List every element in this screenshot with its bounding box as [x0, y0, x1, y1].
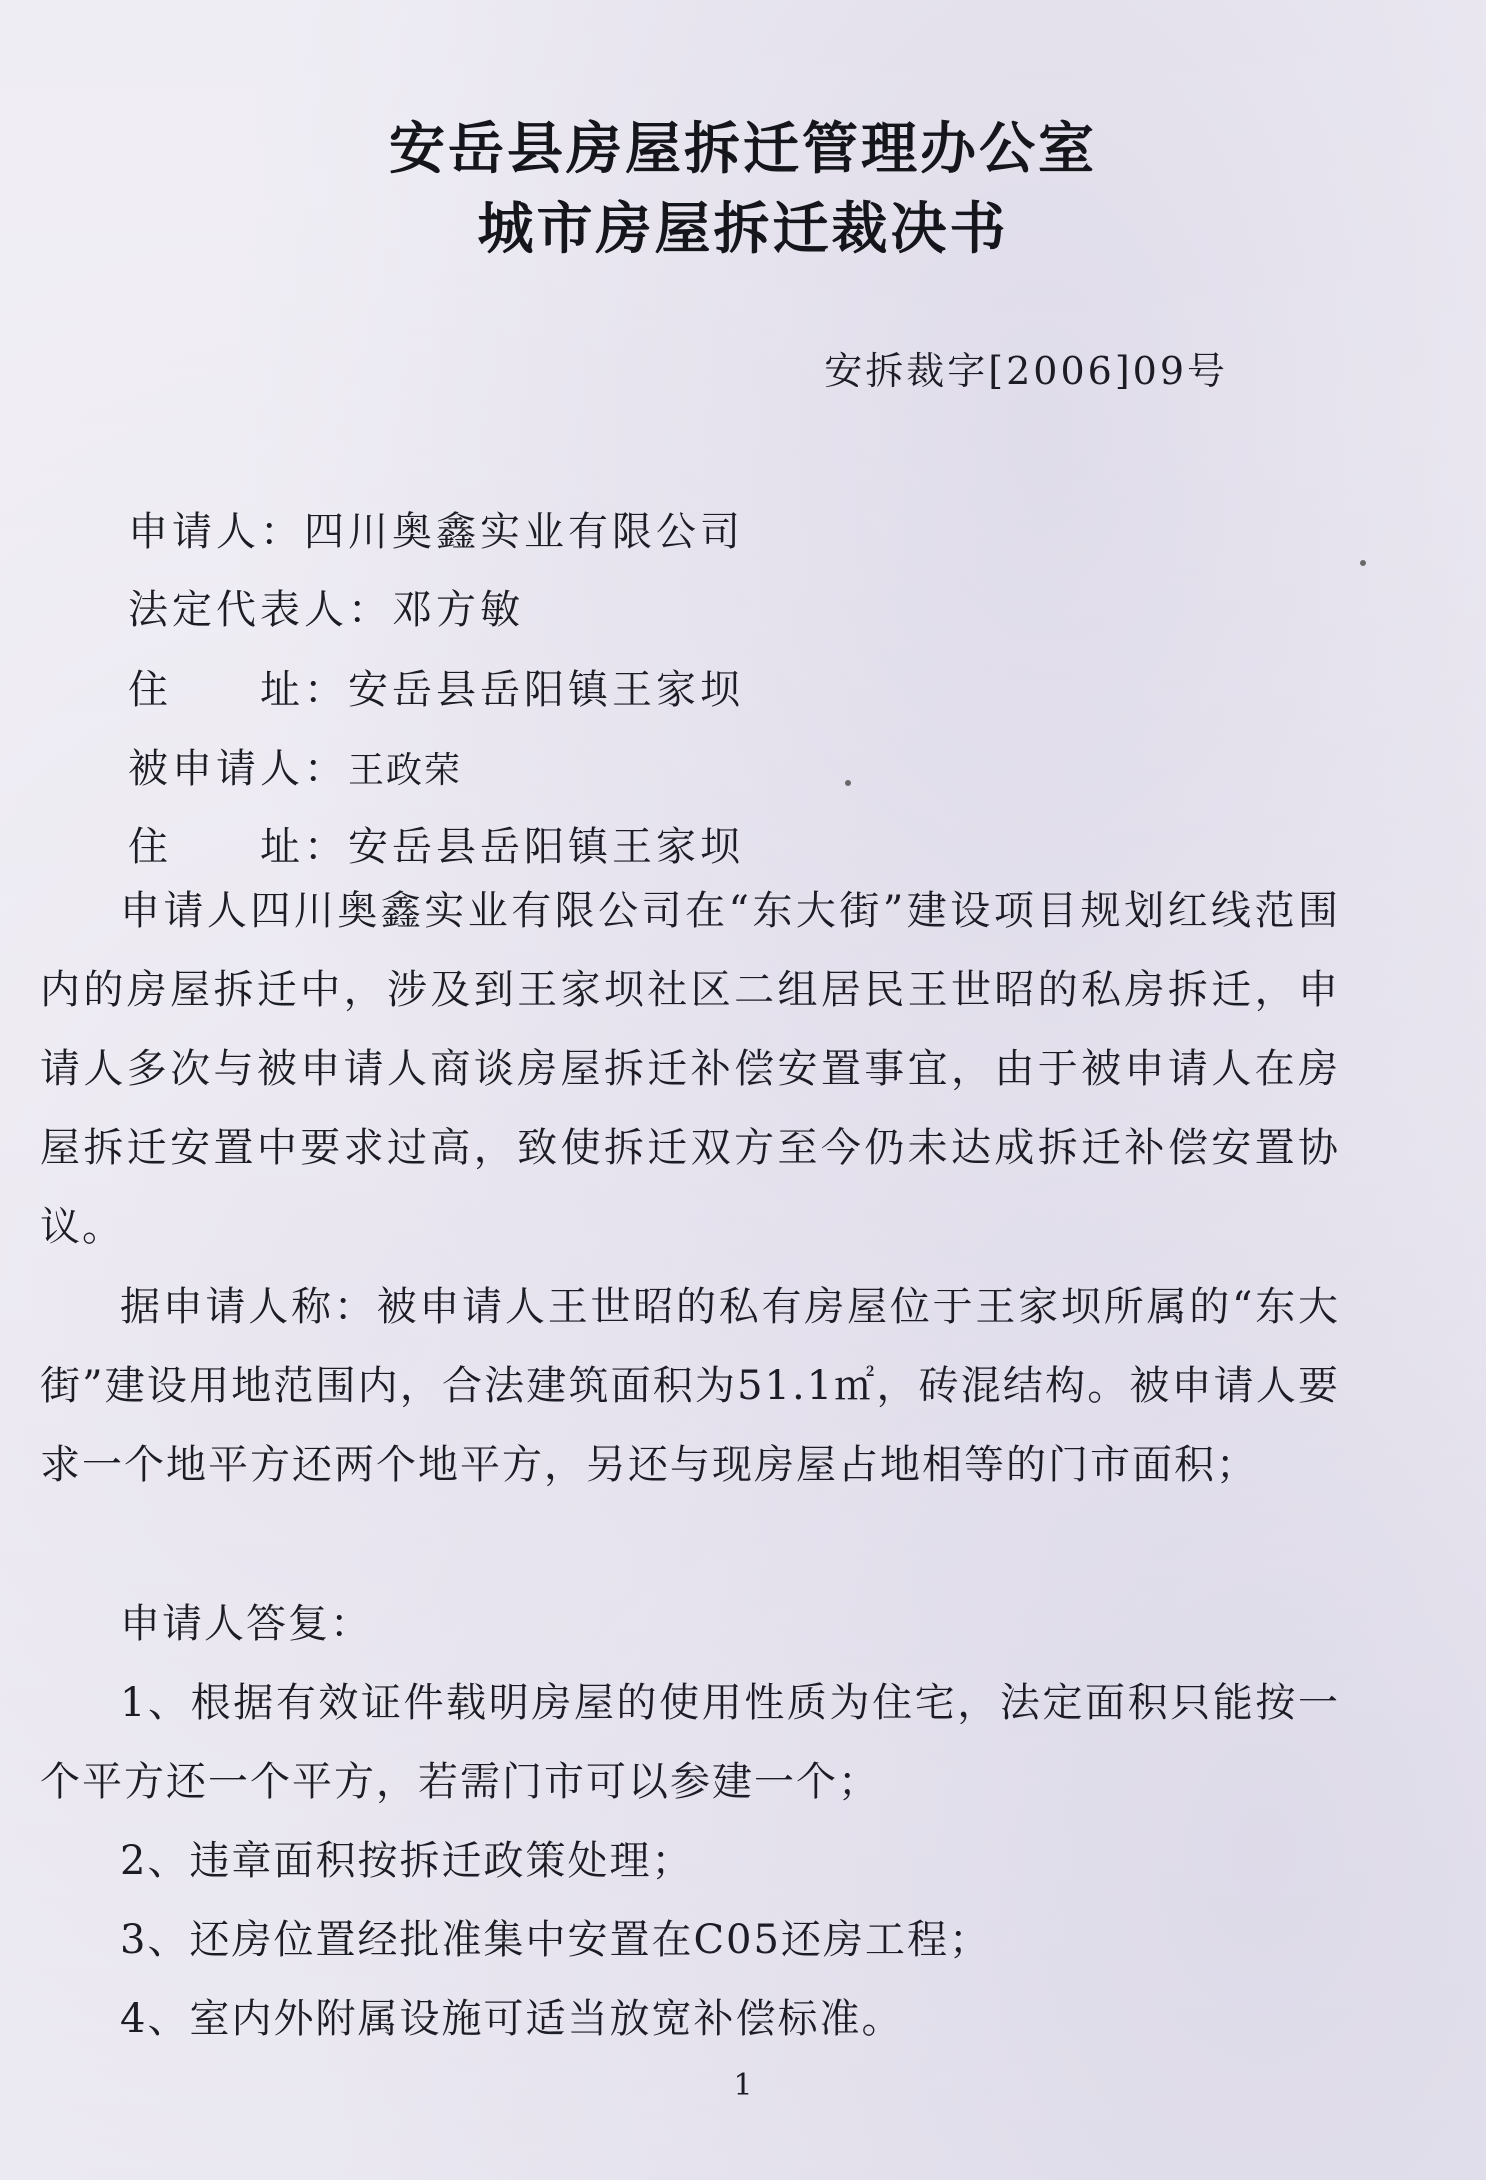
applicant-field — [128, 500, 744, 557]
document-number: 安拆裁字[2006]09号 — [824, 349, 1228, 393]
respondent-address-value: 安岳县岳阳镇王家坝 — [348, 824, 744, 870]
reply-item-2 — [40, 1822, 1340, 1901]
document-title-line2: 城市房屋拆迁裁决书 — [477, 196, 1009, 262]
legal-representative-label: 法定代表人： — [128, 587, 392, 633]
paragraph-text: 据申请人称：被申请人王世昭的私有房屋位于王家坝所属的“东大街”建设用地范围内，合法建筑面积为51.1㎡，砖混结构。被申请人要求一个地平方还两个地平方，另还与现房屋占地相等的门市面积； — [40, 1284, 1340, 1488]
respondent-address-field — [128, 815, 744, 872]
list-item-text: 2、违章面积按拆迁政策处理； — [120, 1838, 694, 1884]
legal-representative-field — [128, 578, 524, 635]
page-number: 1 — [733, 2068, 753, 2103]
respondent-field — [128, 737, 462, 794]
paragraph-applicant-reply-heading — [40, 1585, 1340, 1664]
respondent-value: 王政荣 — [348, 750, 463, 791]
respondent-label: 被申请人： — [128, 746, 348, 792]
scan-speck — [845, 780, 851, 786]
paragraph-text: 申请人答复： — [120, 1601, 372, 1647]
list-item-text: 4、室内外附属设施可适当放宽补偿标准。 — [120, 1996, 904, 2042]
scan-speck — [1360, 560, 1366, 566]
applicant-address-field — [128, 658, 744, 715]
list-item-text: 3、还房位置经批准集中安置在C05还房工程； — [120, 1917, 991, 1963]
applicant-address-label: 住 址： — [128, 667, 348, 713]
applicant-value: 四川奥鑫实业有限公司 — [304, 509, 744, 555]
legal-representative-value: 邓方敏 — [392, 587, 524, 633]
applicant-label: 申请人： — [128, 509, 304, 555]
respondent-address-label: 住 址： — [128, 824, 348, 870]
applicant-address-value: 安岳县岳阳镇王家坝 — [348, 667, 744, 713]
list-item-text: 1、根据有效证件载明房屋的使用性质为住宅，法定面积只能按一个平方还一个平方，若需门市可以参建一个； — [40, 1680, 1340, 1805]
reply-item-4 — [40, 1980, 1340, 2059]
paragraph-applicant-claim — [40, 1268, 1340, 1505]
document-title-line1: 安岳县房屋拆迁管理办公室 — [389, 116, 1097, 182]
reply-item-3 — [40, 1901, 1340, 1980]
reply-item-1 — [40, 1664, 1340, 1822]
paragraph-text: 申请人四川奥鑫实业有限公司在“东大街”建设项目规划红线范围内的房屋拆迁中，涉及到王家坝社区二组居民王世昭的私房拆迁，申请人多次与被申请人商谈房屋拆迁补偿安置事宜，由于被申请人在房屋拆迁安置中要求过高，致使拆迁双方至今仍未达成拆迁补偿安置协议。 — [40, 888, 1340, 1250]
paragraph-background — [40, 872, 1340, 1267]
